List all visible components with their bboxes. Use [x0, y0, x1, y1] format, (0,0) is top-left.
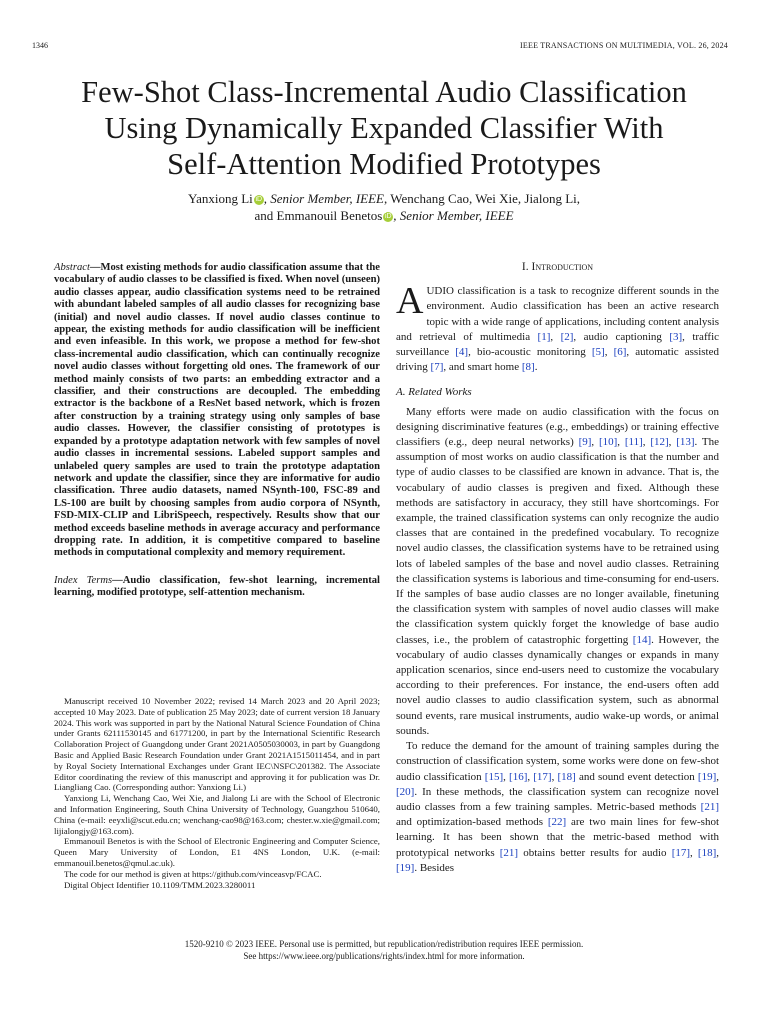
citation-link[interactable]: [22] — [547, 816, 567, 829]
text-run: , — [716, 770, 719, 783]
citation-link[interactable]: [21] — [700, 800, 719, 813]
citation-link[interactable]: [17] — [671, 846, 691, 859]
citation-link[interactable]: [12] — [650, 436, 669, 449]
title-line-1: Few-Shot Class-Incremental Audio Classification — [81, 75, 687, 109]
abstract-text: —Most existing methods for audio classification assume that the vocabulary of audio classes to be classified is fixed. When novel (unseen) audio classes appear, audio classification systems need to be retrained with abundant labeled samples of all audio classes for recognizing base (initial) and novel audio classes. If novel audio classes continue to appear, the existing methods for audio classification will be inefficient and even infeasible. In this work, we propose a method for few-shot class-incremental audio classification, which can continually recognize novel audio classes without forgetting old ones. The framework of our method mainly consists of two parts: an embedding extractor and a classifier, and their constructions are decoupled. The embedding extractor is the backbone of a ResNet based network, which is frozen after construction by a training strategy using only samples of base audio classes. However, the classifier consisting of prototypes is expanded by a prototype adaptation network with few samples of novel audio classes in incremental sessions. Labeled support samples and unlabeled query samples are used to train the prototype adaptation network and update the classifier, since they are informative for audio classification. Three audio datasets, named NSynth-100, FSC-89 and LS-100 are built by choosing samples from audio corpora of NSynth, FSD-MIX-CLIP and LibriSpeech, respectively. Results show that our method exceeds baseline methods in average accuracy and performance dropping rate. In addition, it is competitive compared to baseline methods in computational complexity and memory requirement. — [54, 262, 380, 559]
intro-paragraph-1 — [396, 280, 720, 375]
text-run: are two main lines for few-shot learning. It has been shown that the metric-based method with prototypical networks — [396, 816, 720, 859]
citation-link[interactable]: [6] — [613, 346, 627, 359]
text-run: , — [617, 436, 625, 449]
citation-link[interactable]: [9] — [578, 436, 592, 449]
text-run: and sound event detection — [575, 770, 698, 783]
left-column — [54, 262, 380, 600]
intro-paragraph-2 — [396, 405, 719, 739]
citation-link[interactable]: [18] — [697, 846, 717, 859]
text-run: . — [534, 361, 538, 374]
intro-paragraph-3 — [396, 739, 719, 876]
author-names: , Wenchang Cao, Wei Xie, Jialong Li, — [384, 191, 580, 206]
author-names: and Emmanouil Benetos — [254, 208, 383, 223]
text-run: UDIO classification is a task to recognize different sounds in the environment. Audio classification has been an active research topic with a wide range of applications, including content analysis and retrieval of multimedia — [396, 285, 719, 343]
text-run: , — [550, 330, 561, 343]
abstract-label: Abstract — [54, 262, 90, 273]
text-run: , — [690, 846, 698, 859]
right-column — [396, 260, 719, 876]
citation-link[interactable]: [2] — [560, 330, 574, 343]
copyright-line-2: See https://www.ieee.org/publications/rights/index.html for more information. — [243, 951, 525, 961]
text-run: , — [716, 846, 719, 859]
citation-link[interactable]: [5] — [591, 346, 605, 359]
citation-link[interactable]: [17] — [533, 770, 552, 783]
citation-link[interactable]: [10] — [598, 436, 618, 449]
copyright-line-1: 1520-9210 © 2023 IEEE. Personal use is permitted, but republication/redistribution requires IEEE permission. — [184, 939, 584, 949]
author-name: Yanxiong Li — [188, 191, 253, 206]
text-run: Many efforts were made on audio classification with the focus on designing discriminative features (e.g., embeddings) or training effective classifiers (e.g., deep neural networks) — [396, 405, 719, 449]
citation-link[interactable]: [11] — [624, 436, 643, 449]
citation-link[interactable]: [21] — [499, 846, 519, 859]
copyright-notice — [40, 938, 728, 962]
text-run: , — [642, 436, 651, 449]
citation-link[interactable]: [3] — [669, 330, 683, 343]
text-run: , automatic assisted driving — [396, 346, 719, 374]
footnotes — [54, 696, 380, 890]
section-number: I. — [521, 261, 529, 273]
orcid-icon[interactable]: iD — [384, 213, 392, 220]
title-line-3: Self-Attention Modified Prototypes — [167, 147, 601, 181]
footnote-affiliation-1: Yanxiong Li, Wenchang Cao, Wei Xie, and Jialong Li are with the School of Electronic and Information Engineering, South China University of Technology, Guangzhou 510640, China (e-mail: eeyxli@scut.edu.cn; wenchang-cao98@163.com; chester.w.xie@gmail.com; lijialongjy@163.com). — [54, 793, 380, 836]
subsection-heading: A. Related Works — [396, 386, 472, 399]
text-run: , — [604, 346, 614, 359]
journal-header: IEEE TRANSACTIONS ON MULTIMEDIA, VOL. 26, 2024 — [520, 41, 728, 50]
page-number: 1346 — [32, 41, 48, 50]
text-run: , — [668, 436, 677, 449]
text-run: , — [527, 770, 534, 783]
citation-link[interactable]: [16] — [509, 770, 528, 783]
text-run: , bio-acoustic monitoring — [468, 346, 592, 359]
footnote-doi: Digital Object Identifier 10.1109/TMM.2023.3280011 — [64, 879, 256, 890]
footnote-manuscript: Manuscript received 10 November 2022; revised 14 March 2023 and 20 April 2023; accepted 10 May 2023. Date of publication 25 May 2023; date of current version 18 January 2024. This work was supported in part by the National Natural Science Foundation of China under Grants 62111530145 and 61771200, in part by the International Scientific Research Collaboration Project of Guangdong under Grant 2021A0505030003, in part by Guangdong Basic and Applied Basic Research Foundation under Grant 2021A1515011454, and in part by Royal Society International Exchanges under Grant IEC\NSFC\201382. The Associate Editor coordinating the review of this manuscript and approving it for publication was Dr. Liangliang Cao. (Corresponding author: Yanxiong Li.) — [54, 696, 380, 793]
text-run: . Besides — [414, 861, 455, 874]
text-run: and optimization-based methods — [396, 816, 548, 829]
text-run: , — [551, 770, 558, 783]
text-run: , traffic surveillance — [396, 330, 720, 359]
citation-link[interactable]: [14] — [632, 633, 652, 646]
text-run: To reduce the demand for the amount of training samples during the construction of classification system, some works were done on few-shot audio classification — [396, 740, 719, 783]
text-run: obtains better results for audio — [518, 846, 672, 859]
citation-link[interactable]: [19] — [697, 770, 717, 783]
title-line-2: Using Dynamically Expanded Classifier With — [104, 111, 664, 145]
footnote-code: The code for our method is given at https://github.com/vinceasvp/FCAC. — [64, 868, 322, 879]
orcid-icon[interactable]: iD — [255, 196, 263, 203]
paper-title — [40, 74, 728, 182]
abstract — [54, 262, 380, 560]
citation-link[interactable]: [15] — [484, 770, 504, 783]
text-run: . In these methods, the classification system can recognize novel audio classes from a few training samples. Metric-based methods — [396, 785, 719, 813]
drop-cap: A — [396, 280, 424, 323]
text-run: . However, the vocabulary of audio classes dynamically changes or expands in many application scenarios, since end-users need to customize the vocabulary according to their preferences. For instance, the end-users often add novel audio classes to audio classification system, such as abnormal sound events, rare musical instruments, audio wake-up words, or animal sounds. — [396, 633, 719, 737]
citation-link[interactable]: [8] — [521, 361, 535, 374]
author-role: , Senior Member, IEEE — [393, 208, 514, 223]
citation-link[interactable]: [1] — [537, 330, 551, 343]
citation-link[interactable]: [4] — [455, 346, 469, 359]
citation-link[interactable]: [19] — [396, 861, 415, 874]
section-heading — [396, 260, 719, 275]
citation-link[interactable]: [7] — [430, 361, 444, 374]
citation-link[interactable]: [18] — [557, 770, 576, 783]
index-terms-text: —Audio classification, few-shot learning, incremental learning, modified prototype, self-attention mechanism. — [54, 574, 380, 599]
text-run: , audio captioning — [573, 330, 670, 343]
author-role: , Senior Member, IEEE — [263, 191, 384, 206]
footnote-affiliation-2: Emmanouil Benetos is with the School of Electronic Engineering and Computer Science, Queen Mary University of London, E1 4NS London, U.K. (e-mail: emmanouil.benetos@qmul.ac.uk). — [54, 836, 380, 868]
section-title: Introduction — [531, 261, 594, 273]
index-terms-label: Index Terms — [54, 574, 113, 586]
author-list — [40, 190, 728, 224]
citation-link[interactable]: [13] — [676, 436, 695, 449]
text-run: . The assumption of most works on audio classification is that the number and type of audio classes to be classified are known in advance. That is, the vocabulary of audio classes is pregiven and fixed. Although these methods are satisfactory in accuracy, they still have shortcomings. For example, the trained classification systems can only recognize the audio classes that are contained in the predefined vocabulary. To recognize novel audio classes, the classification systems have to be retrained using lots of labeled samples of the base and novel audio classes. Retraining the classification systems is laborious and time-consuming for end-users. If the samples of base audio classes are no longer available, finetuning the classification system with samples of novel audio classes will make the classification system quickly forget the knowledge of base audio classes, i.e., the problem of catastrophic forgetting — [396, 436, 720, 646]
index-terms — [54, 575, 380, 600]
text-run: , — [503, 770, 510, 783]
text-run: , — [591, 436, 599, 449]
text-run: , and smart home — [443, 361, 522, 374]
citation-link[interactable]: [20] — [396, 785, 415, 798]
